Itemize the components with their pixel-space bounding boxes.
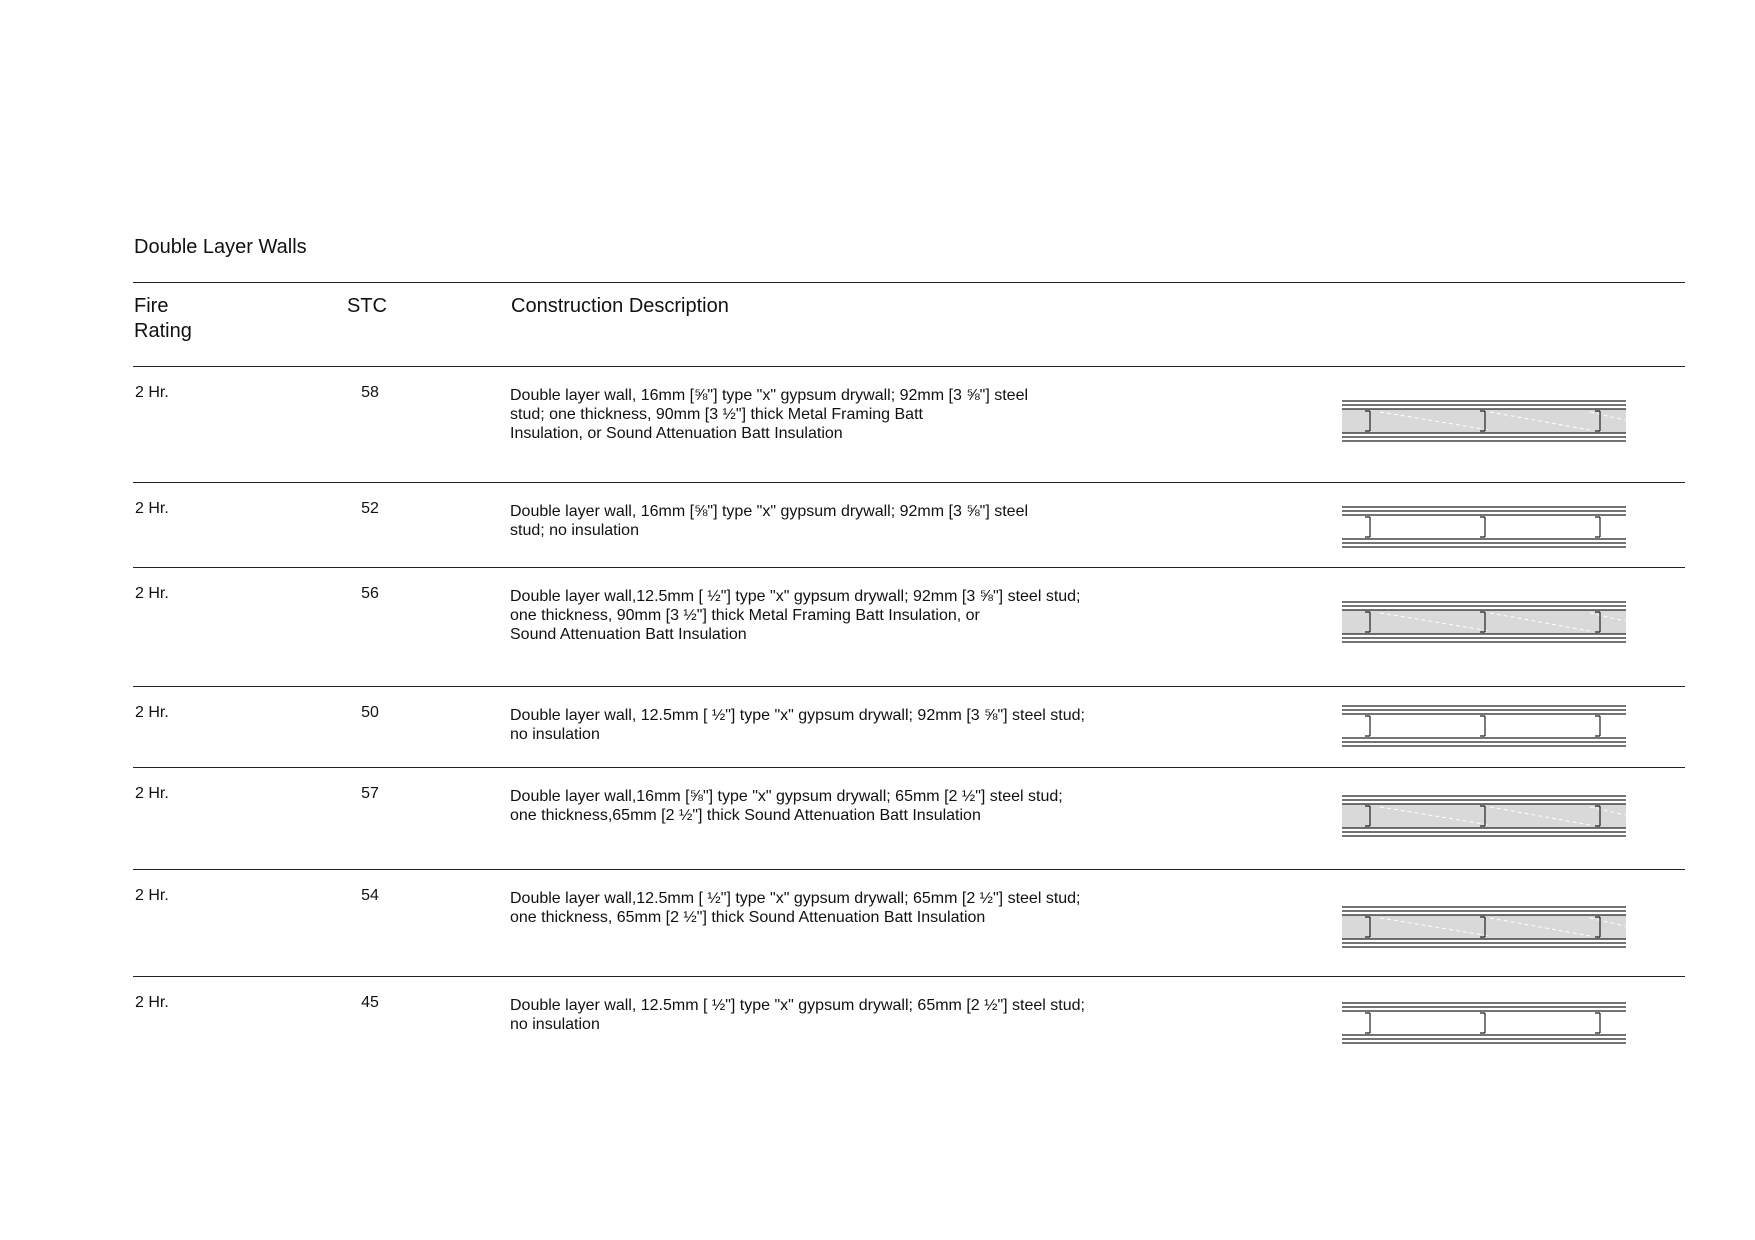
steel-stud xyxy=(1595,716,1600,736)
steel-stud xyxy=(1365,1013,1370,1033)
wall-section-diagram xyxy=(1340,601,1630,643)
description-cell: Double layer wall,12.5mm [ ½"] type "x" gypsum drywall; 65mm [2 ½"] steel stud; one thickness, 65mm [2 ½"] thick Sound Attenuation Batt Insulation xyxy=(510,890,1081,926)
description-cell: Double layer wall, 16mm [⅝"] type "x" gypsum drywall; 92mm [3 ⅝"] steel stud; one thickness, 90mm [3 ½"] thick Metal Framing Batt Insulation, or Sound Attenuation Batt Insulation xyxy=(510,387,1029,442)
stc-cell: 52 xyxy=(361,500,379,517)
stc-cell: 57 xyxy=(361,785,379,802)
stc-cell: 56 xyxy=(361,585,379,602)
fire-rating-cell: 2 Hr. xyxy=(135,887,169,904)
header-bottom-rule xyxy=(133,366,1685,367)
stc-cell: 50 xyxy=(361,704,379,721)
steel-stud xyxy=(1480,1013,1485,1033)
description-cell: Double layer wall,16mm [⅝"] type "x" gypsum drywall; 65mm [2 ½"] steel stud; one thickness,65mm [2 ½"] thick Sound Attenuation Batt Insulation xyxy=(510,788,1063,824)
steel-stud xyxy=(1595,1013,1600,1033)
steel-stud xyxy=(1365,716,1370,736)
header-fire-rating: Fire Rating xyxy=(134,295,192,342)
description-cell: Double layer wall, 12.5mm [ ½"] type "x" gypsum drywall; 65mm [2 ½"] steel stud; no insulation xyxy=(510,997,1085,1033)
header-construction-description: Construction Description xyxy=(511,295,729,317)
description-cell: Double layer wall, 16mm [⅝"] type "x" gypsum drywall; 92mm [3 ⅝"] steel stud; no insulation xyxy=(510,503,1029,539)
header-top-rule xyxy=(133,282,1685,283)
wall-section-diagram xyxy=(1340,1002,1630,1044)
wall-section-diagram xyxy=(1340,795,1630,837)
wall-section-diagram xyxy=(1340,506,1630,548)
row-divider xyxy=(133,567,1685,568)
fire-rating-cell: 2 Hr. xyxy=(135,585,169,602)
stc-cell: 54 xyxy=(361,887,379,904)
row-divider xyxy=(133,686,1685,687)
fire-rating-cell: 2 Hr. xyxy=(135,785,169,802)
description-cell: Double layer wall, 12.5mm [ ½"] type "x" gypsum drywall; 92mm [3 ⅝"] steel stud; no insulation xyxy=(510,707,1085,743)
stc-cell: 58 xyxy=(361,384,379,401)
header-stc: STC xyxy=(347,295,387,317)
description-cell: Double layer wall,12.5mm [ ½"] type "x" gypsum drywall; 92mm [3 ⅝"] steel stud; one thickness, 90mm [3 ½"] thick Metal Framing Batt Insulation, or Sound Attenuation Batt Insulation xyxy=(510,588,1081,643)
row-divider xyxy=(133,976,1685,977)
wall-section-diagram xyxy=(1340,705,1630,747)
steel-stud xyxy=(1595,517,1600,537)
wall-section-diagram xyxy=(1340,906,1630,948)
fire-rating-cell: 2 Hr. xyxy=(135,994,169,1011)
fire-rating-cell: 2 Hr. xyxy=(135,704,169,721)
fire-rating-cell: 2 Hr. xyxy=(135,384,169,401)
section-title: Double Layer Walls xyxy=(134,236,307,258)
steel-stud xyxy=(1480,716,1485,736)
row-divider xyxy=(133,482,1685,483)
steel-stud xyxy=(1480,517,1485,537)
row-divider xyxy=(133,869,1685,870)
stc-cell: 45 xyxy=(361,994,379,1011)
steel-stud xyxy=(1365,517,1370,537)
fire-rating-cell: 2 Hr. xyxy=(135,500,169,517)
wall-section-diagram xyxy=(1340,400,1630,442)
row-divider xyxy=(133,767,1685,768)
